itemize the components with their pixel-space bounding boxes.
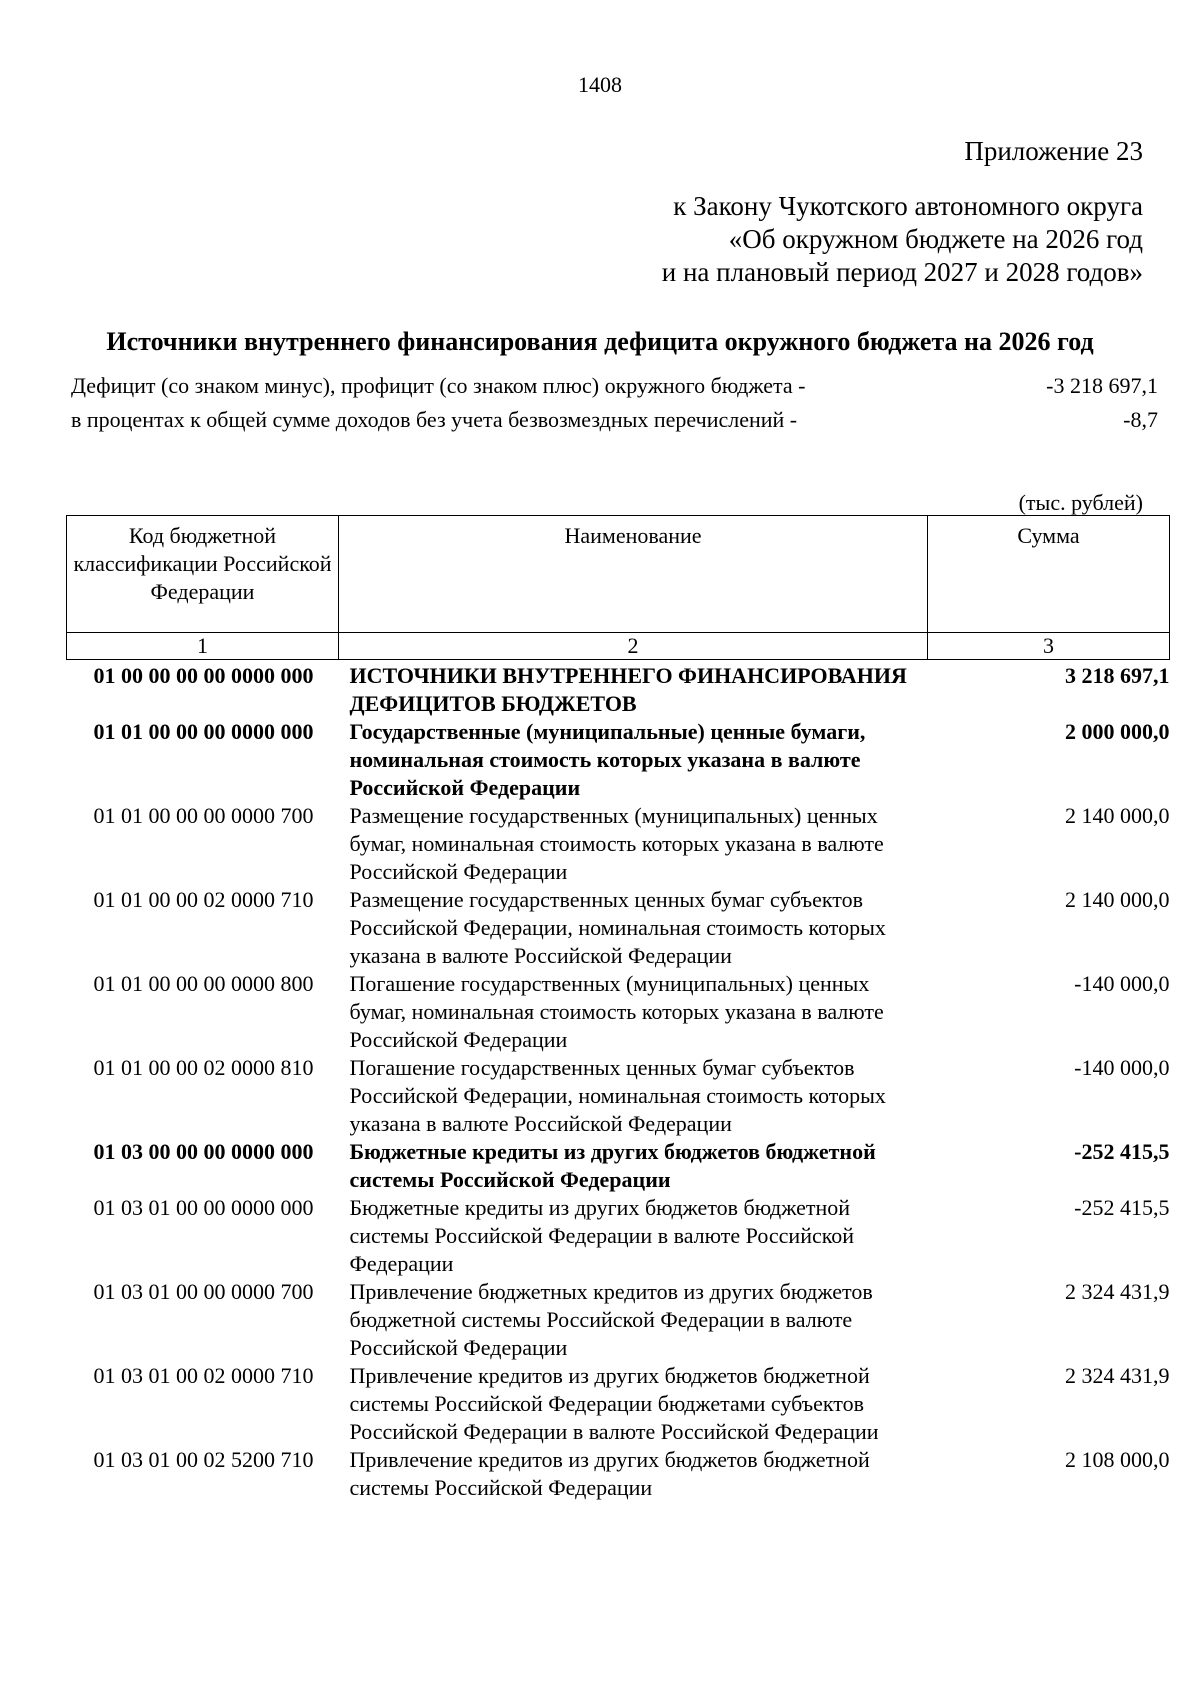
- table-row: [67, 660, 1170, 719]
- row-sum: 2 140 000,0: [1065, 887, 1170, 912]
- row-name: Привлечение кредитов из других бюджетов бюджетной системы Российской Федерации бюджетами субъектов Российской Федерации в валюте Российской Федерации: [349, 1363, 879, 1444]
- row-sum: 2 324 431,9: [1065, 1279, 1170, 1304]
- table-row: [67, 970, 1170, 1054]
- row-code: 01 03 00 00 00 0000 000: [93, 1139, 314, 1164]
- row-code: 01 01 00 00 00 0000 700: [93, 803, 314, 828]
- row-code: 01 00 00 00 00 0000 000: [93, 663, 314, 688]
- header-name: Наименование: [339, 516, 928, 633]
- table-row: [67, 1446, 1170, 1502]
- law-reference-line: к Закону Чукотского автономного округа: [673, 191, 1143, 221]
- row-sum: -140 000,0: [1074, 971, 1170, 996]
- row-name: Привлечение бюджетных кредитов из других бюджетов бюджетной системы Российской Федерации в валюте Российской Федерации: [349, 1279, 873, 1360]
- row-code: 01 01 00 00 00 0000 800: [93, 971, 314, 996]
- appendix-label: Приложение 23: [964, 136, 1143, 166]
- table-row: [67, 802, 1170, 886]
- header-sum: Сумма: [928, 516, 1170, 633]
- row-code: 01 03 01 00 02 0000 710: [93, 1363, 314, 1388]
- row-sum: 2 108 000,0: [1065, 1447, 1170, 1472]
- row-sum: -252 415,5: [1074, 1139, 1170, 1164]
- row-code: 01 01 00 00 00 0000 000: [93, 719, 314, 744]
- column-numbers-row: [67, 633, 1170, 660]
- row-code: 01 01 00 00 02 0000 710: [93, 887, 314, 912]
- law-reference-line: «Об окружном бюджете на 2026 год: [728, 224, 1143, 254]
- row-name: Бюджетные кредиты из других бюджетов бюджетной системы Российской Федерации: [349, 1139, 876, 1192]
- row-name: Размещение государственных ценных бумаг субъектов Российской Федерации, номинальная стоимость которых указана в валюте Российской Федерации: [349, 887, 886, 968]
- row-code: 01 03 01 00 02 5200 710: [93, 1447, 314, 1472]
- row-name: Государственные (муниципальные) ценные бумаги, номинальная стоимость которых указана в валюте Российской Федерации: [349, 719, 866, 800]
- row-sum: -140 000,0: [1074, 1055, 1170, 1080]
- table-row: [67, 1278, 1170, 1362]
- row-sum: -252 415,5: [1074, 1195, 1170, 1220]
- row-sum: 2 000 000,0: [1065, 719, 1170, 744]
- column-number: 1: [67, 633, 339, 660]
- table-row: [67, 886, 1170, 970]
- table-body: [67, 660, 1170, 1503]
- document-title: Источники внутреннего финансирования дефицита окружного бюджета на 2026 год: [106, 327, 1094, 356]
- row-code: 01 03 01 00 00 0000 700: [93, 1279, 314, 1304]
- deficit-percent-label: в процентах к общей сумме доходов без учета безвозмездных перечислений -: [71, 407, 798, 432]
- column-number: 3: [928, 633, 1170, 660]
- row-name: Погашение государственных ценных бумаг субъектов Российской Федерации, номинальная стоимость которых указана в валюте Российской Федерации: [349, 1055, 886, 1136]
- header-code: Код бюджетной классификации Российской Федерации: [67, 516, 339, 633]
- deficit-value: -3 218 697,1: [1046, 373, 1158, 398]
- row-sum: 2 324 431,9: [1065, 1363, 1170, 1388]
- table-row: [67, 1194, 1170, 1278]
- row-name: Бюджетные кредиты из других бюджетов бюджетной системы Российской Федерации в валюте Российской Федерации: [349, 1195, 855, 1276]
- column-number: 2: [339, 633, 928, 660]
- deficit-label: Дефицит (со знаком минус), профицит (со знаком плюс) окружного бюджета -: [71, 373, 806, 398]
- deficit-percent-value: -8,7: [1123, 407, 1158, 432]
- row-sum: 2 140 000,0: [1065, 803, 1170, 828]
- table-header-row: [67, 516, 1170, 633]
- table-row: [67, 1362, 1170, 1446]
- row-code: 01 01 00 00 02 0000 810: [93, 1055, 314, 1080]
- table-row: [67, 1138, 1170, 1194]
- law-reference-line: и на плановый период 2027 и 2028 годов»: [661, 257, 1143, 287]
- row-code: 01 03 01 00 00 0000 000: [93, 1195, 314, 1220]
- table-row: [67, 1054, 1170, 1138]
- row-name: Погашение государственных (муниципальных) ценных бумаг, номинальная стоимость которых указана в валюте Российской Федерации: [349, 971, 884, 1052]
- law-reference: [662, 190, 1143, 289]
- page-number: 1408: [578, 72, 622, 97]
- units-label: (тыс. рублей): [1018, 490, 1143, 515]
- row-sum: 3 218 697,1: [1065, 663, 1170, 688]
- financing-sources-table: [66, 515, 1170, 1502]
- row-name: Размещение государственных (муниципальных) ценных бумаг, номинальная стоимость которых указана в валюте Российской Федерации: [349, 803, 884, 884]
- table-row: [67, 718, 1170, 802]
- row-name: ИСТОЧНИКИ ВНУТРЕННЕГО ФИНАНСИРОВАНИЯ ДЕФИЦИТОВ БЮДЖЕТОВ: [349, 663, 907, 716]
- row-name: Привлечение кредитов из других бюджетов бюджетной системы Российской Федерации: [349, 1447, 870, 1500]
